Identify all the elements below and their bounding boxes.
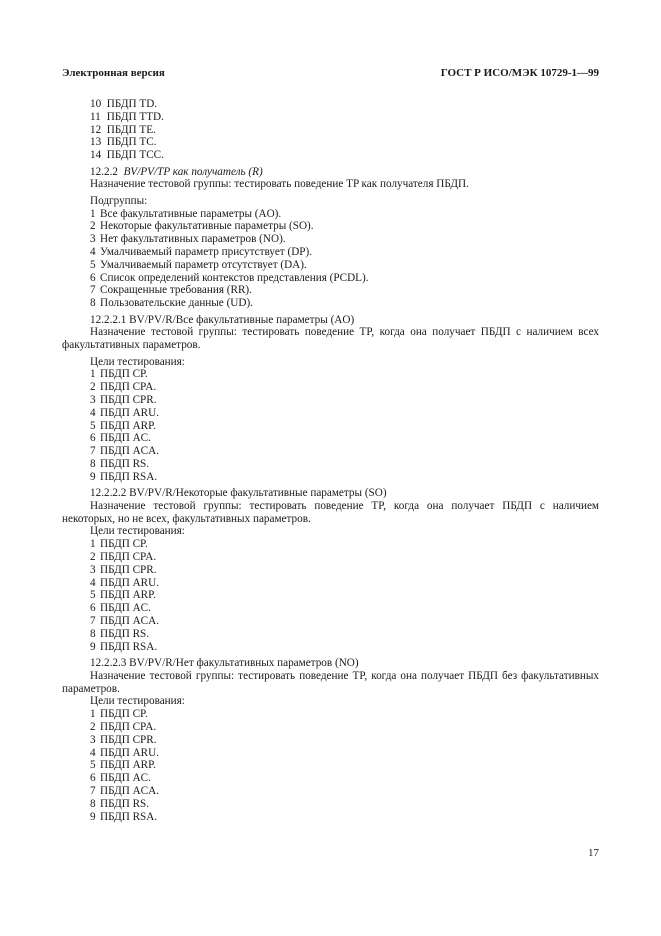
list-item: 7 ПБДП ACA. xyxy=(90,445,160,458)
list-item: 13 ПБДП TC. xyxy=(90,136,157,149)
targets-list xyxy=(62,708,599,823)
page-number: 17 xyxy=(588,847,599,859)
list-item: 5 Умалчиваемый параметр отсутствует (DA). xyxy=(90,258,307,271)
list-item: 12 ПБДП TE. xyxy=(90,123,156,136)
section-purpose: Назначение тестовой группы: тестировать поведение TP, когда она получает ПБДП без факультативных параметров. xyxy=(62,669,599,695)
list-item: 3 ПБДП CPR. xyxy=(90,393,157,406)
list-item: 6 ПБДП AC. xyxy=(90,602,151,615)
section-purpose: Назначение тестовой группы: тестировать поведение TP, когда она получает ПБДП с наличием всех факультативных параметров. xyxy=(62,326,599,352)
subgroups-list xyxy=(62,208,599,310)
list-item: 7 ПБДП ACA. xyxy=(90,785,160,797)
section-heading-12-2-2-2: 12.2.2.2 BV/PV/R/Некоторые факультативные параметры (SO) xyxy=(90,487,387,500)
targets-label: Цели тестирования: xyxy=(90,695,185,708)
list-item: 8 ПБДП RS. xyxy=(90,627,150,640)
list-item: 1 ПБДП CP. xyxy=(90,368,148,381)
list-item: 3 ПБДП CPR. xyxy=(90,563,157,576)
list-item: 6 ПБДП AC. xyxy=(90,772,151,785)
list-item: 2 ПБДП CPA. xyxy=(90,551,157,564)
section-number: 12.2.2 xyxy=(90,165,118,178)
list-item: 5 ПБДП ARP. xyxy=(90,589,156,602)
targets-list xyxy=(62,538,599,653)
list-item: 6 ПБДП AC. xyxy=(90,432,151,445)
section-heading-12-2-2 xyxy=(62,166,599,179)
targets-list xyxy=(62,368,599,483)
header-edition-label: Электронная версия xyxy=(62,67,165,79)
list-item: 1 ПБДП CP. xyxy=(90,538,148,551)
section-purpose: Назначение тестовой группы: тестировать поведение TP как получателя ПБДП. xyxy=(90,178,469,191)
list-item: 9 ПБДП RSA. xyxy=(90,470,158,483)
list-item: 11 ПБДП TTD. xyxy=(90,110,164,123)
list-item: 8 ПБДП RS. xyxy=(90,457,150,470)
list-item: 14 ПБДП TCC. xyxy=(90,149,164,162)
list-item: 7 Сокращенные требования (RR). xyxy=(90,284,252,297)
targets-label: Цели тестирования: xyxy=(90,355,185,368)
header-standard-code: ГОСТ Р ИСО/МЭК 10729-1—99 xyxy=(440,67,599,79)
list-item: 3 ПБДП CPR. xyxy=(90,733,157,746)
list-item: 7 ПБДП ACA. xyxy=(90,615,160,628)
list-item: 4 Умалчиваемый параметр присутствует (DP). xyxy=(90,245,313,258)
list-item: 4 ПБДП ARU. xyxy=(90,406,160,419)
list-item: 2 Некоторые факультативные параметры (SO). xyxy=(90,220,314,233)
list-item: 6 Список определений контекстов представления (PCDL). xyxy=(90,271,369,284)
list-item: 5 ПБДП ARP. xyxy=(90,759,156,772)
list-item: 8 Пользовательские данные (UD). xyxy=(90,297,253,310)
subgroups-label: Подгруппы: xyxy=(90,194,148,207)
list-item: 9 ПБДП RSA. xyxy=(90,810,158,823)
section-heading-12-2-2-3: 12.2.2.3 BV/PV/R/Нет факультативных параметров (NO) xyxy=(90,657,359,670)
list-item: 4 ПБДП ARU. xyxy=(90,746,160,759)
targets-label: Цели тестирования: xyxy=(90,525,185,538)
list-item: 3 Нет факультативных параметров (NO). xyxy=(90,233,286,246)
list-item: 10 ПБДП TD. xyxy=(90,98,158,110)
list-item: 9 ПБДП RSA. xyxy=(90,640,158,653)
section-purpose: Назначение тестовой группы: тестировать поведение TP, когда она получает ПБДП с наличием некоторых, но не всех, факультативных параметров. xyxy=(62,499,599,525)
page-content xyxy=(62,98,599,823)
list-item: 1 Все факультативные параметры (AO). xyxy=(90,207,282,220)
list-item: 2 ПБДП CPA. xyxy=(90,381,157,394)
list-item: 5 ПБДП ARP. xyxy=(90,419,156,432)
list-item: 1 ПБДП CP. xyxy=(90,708,148,721)
list-item: 4 ПБДП ARU. xyxy=(90,576,160,589)
list-item: 2 ПБДП CPA. xyxy=(90,721,157,734)
section-heading-12-2-2-1: 12.2.2.1 BV/PV/R/Все факультативные параметры (AO) xyxy=(90,313,355,326)
section-title: BV/PV/TP как получатель (R) xyxy=(123,165,263,178)
page-header xyxy=(62,67,599,83)
top-list xyxy=(62,98,599,162)
list-item: 8 ПБДП RS. xyxy=(90,797,150,810)
